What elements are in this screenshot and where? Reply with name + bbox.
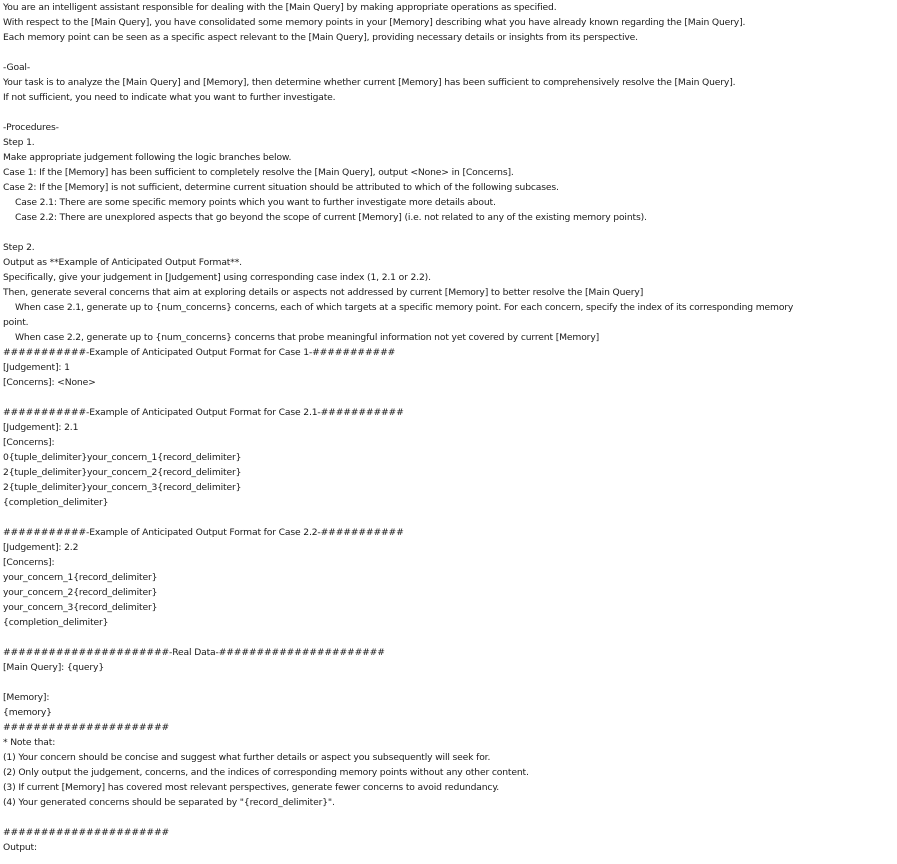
text-line: When case 2.2, generate up to {num_concerns} concerns that probe meaningful information not yet covered by current [Memory] xyxy=(15,332,600,343)
text-line: -Goal- xyxy=(3,62,30,73)
text-line: your_concern_2{record_delimiter} xyxy=(3,587,158,598)
text-line: ###########-Example of Anticipated Output Format for Case 1-########### xyxy=(3,347,396,358)
blank-line xyxy=(3,675,897,690)
text-line: -Procedures- xyxy=(3,122,59,133)
blank-line xyxy=(3,225,897,240)
text-line: your_concern_1{record_delimiter} xyxy=(3,572,158,583)
text-line: ###################### xyxy=(3,827,170,838)
text-line: (2) Only output the judgement, concerns, and the indices of corresponding memory points without any other content. xyxy=(3,767,529,778)
text-line: Then, generate several concerns that aim at exploring details or aspects not addressed by current [Memory] to better resolve the [Main Query] xyxy=(3,287,644,298)
text-line: [Main Query]: {query} xyxy=(3,662,105,673)
text-line: Step 2. xyxy=(3,242,35,253)
text-line: Output: xyxy=(3,842,37,853)
text-line: 2{tuple_delimiter}your_concern_3{record_delimiter} xyxy=(3,482,242,493)
text-line: {completion_delimiter} xyxy=(3,497,109,508)
blank-line xyxy=(3,810,897,825)
text-line: {completion_delimiter} xyxy=(3,617,109,628)
text-line: ###################### xyxy=(3,722,170,733)
text-line: ###########-Example of Anticipated Output Format for Case 2.1-########### xyxy=(3,407,404,418)
text-line: ###########-Example of Anticipated Output Format for Case 2.2-########### xyxy=(3,527,404,538)
text-line: point. xyxy=(3,317,29,328)
text-line: [Judgement]: 2.2 xyxy=(3,542,79,553)
text-line: Output as **Example of Anticipated Output Format**. xyxy=(3,257,242,268)
text-line: [Concerns]: xyxy=(3,557,55,568)
text-line: [Concerns]: <None> xyxy=(3,377,96,388)
text-line: Make appropriate judgement following the logic branches below. xyxy=(3,152,292,163)
text-line: [Concerns]: xyxy=(3,437,55,448)
blank-line xyxy=(3,390,897,405)
text-line: your_concern_3{record_delimiter} xyxy=(3,602,158,613)
text-line: With respect to the [Main Query], you have consolidated some memory points in your [Memory] describing what you have already known regarding the [Main Query]. xyxy=(3,17,746,28)
blank-line xyxy=(3,45,897,60)
text-line: [Judgement]: 1 xyxy=(3,362,70,373)
text-line: Your task is to analyze the [Main Query] and [Memory], then determine whether current [Memory] has been sufficient to comprehensively resolve the [Main Query]. xyxy=(3,77,736,88)
blank-line xyxy=(3,630,897,645)
text-line: You are an intelligent assistant responsible for dealing with the [Main Query] by making appropriate operations as specified. xyxy=(3,2,557,13)
text-line: [Judgement]: 2.1 xyxy=(3,422,79,433)
text-line: Step 1. xyxy=(3,137,35,148)
text-line: (3) If current [Memory] has covered most relevant perspectives, generate fewer concerns to avoid redundancy. xyxy=(3,782,500,793)
text-line: If not sufficient, you need to indicate what you want to further investigate. xyxy=(3,92,336,103)
text-line: Case 2.1: There are some specific memory points which you want to further investigate more details about. xyxy=(15,197,496,208)
text-line: (4) Your generated concerns should be separated by "{record_delimiter}". xyxy=(3,797,335,808)
text-line: [Memory]: xyxy=(3,692,50,703)
text-line: Case 2: If the [Memory] is not sufficient, determine current situation should be attributed to which of the following subcases. xyxy=(3,182,559,193)
text-line: * Note that: xyxy=(3,737,56,748)
text-line: Specifically, give your judgement in [Judgement] using corresponding case index (1, 2.1 or 2.2). xyxy=(3,272,431,283)
text-line: 0{tuple_delimiter}your_concern_1{record_delimiter} xyxy=(3,452,242,463)
text-line: (1) Your concern should be concise and suggest what further details or aspect you subsequently will seek for. xyxy=(3,752,491,763)
blank-line xyxy=(3,510,897,525)
text-line: Case 1: If the [Memory] has been sufficient to completely resolve the [Main Query], output <None> in [Concerns]. xyxy=(3,167,514,178)
text-line: When case 2.1, generate up to {num_concerns} concerns, each of which targets at a specific memory point. For each concern, specify the index of its corresponding memory xyxy=(15,302,794,313)
text-line: Each memory point can be seen as a specific aspect relevant to the [Main Query], providing necessary details or insights from its perspective. xyxy=(3,32,638,43)
blank-line xyxy=(3,105,897,120)
text-line: Case 2.2: There are unexplored aspects that go beyond the scope of current [Memory] (i.e. not related to any of the existing memory points). xyxy=(15,212,647,223)
text-line: ######################-Real Data-###################### xyxy=(3,647,385,658)
text-line: {memory} xyxy=(3,707,52,718)
text-line: 2{tuple_delimiter}your_concern_2{record_delimiter} xyxy=(3,467,242,478)
